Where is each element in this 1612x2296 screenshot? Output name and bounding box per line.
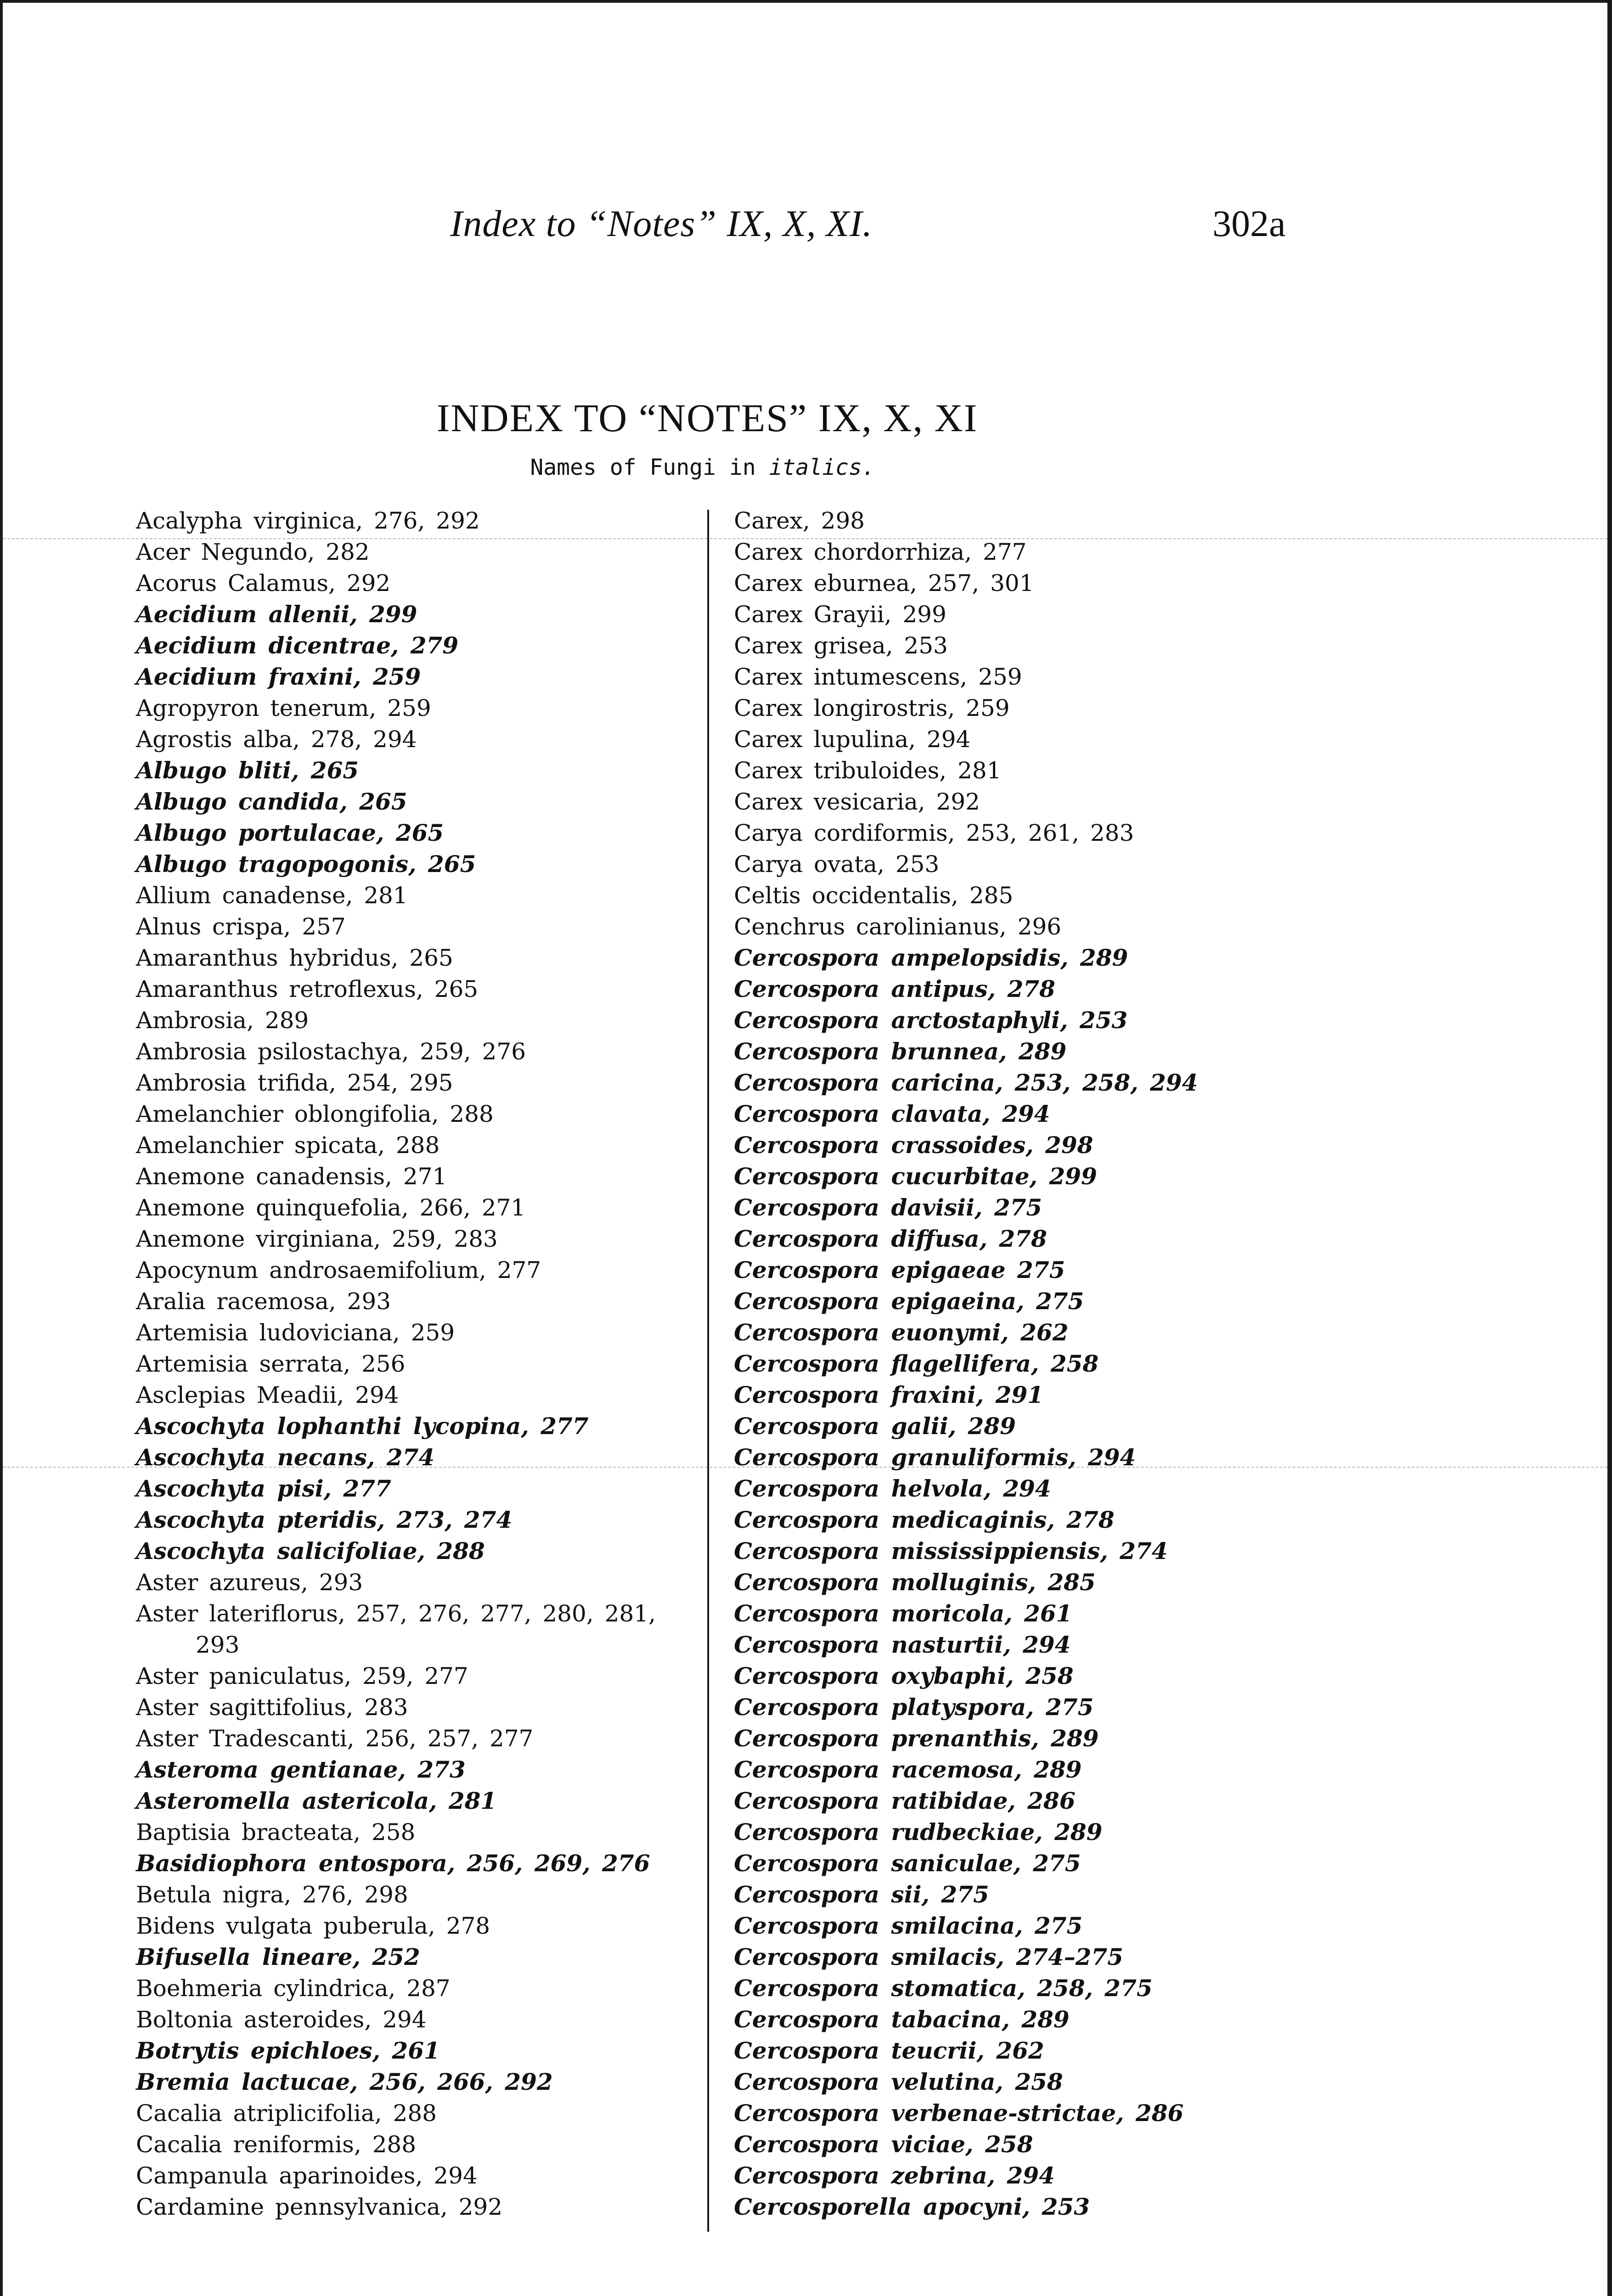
index-entry xyxy=(136,661,696,692)
index-entry-text: Carex grisea, 253 xyxy=(734,632,948,659)
index-entry xyxy=(136,2066,696,2098)
index-entry-text: Ascochyta salicifoliae, 288 xyxy=(136,1537,485,1564)
index-entry-text: Bifusella lineare, 252 xyxy=(136,1943,420,1970)
index-entry xyxy=(734,1161,1299,1192)
index-entry-text: Amelanchier oblongifolia, 288 xyxy=(136,1101,494,1127)
index-entry xyxy=(734,692,1299,724)
index-entry-text: Cercospora galii, 289 xyxy=(734,1412,1016,1440)
index-entry xyxy=(734,1817,1299,1848)
index-entry-text: Cercospora epigaeina, 275 xyxy=(734,1288,1084,1315)
index-entry-text: Albugo tragopogonis, 265 xyxy=(136,850,476,878)
index-entry-text: Carex vesicaria, 292 xyxy=(734,788,980,815)
index-entry-text: Cercospora crassoides, 298 xyxy=(734,1131,1093,1159)
index-entry xyxy=(734,505,1299,536)
index-entry xyxy=(734,724,1299,755)
index-entry xyxy=(136,1286,696,1317)
index-entry-text: Cercospora ampelopsidis, 289 xyxy=(734,944,1128,971)
index-entry-text: Cercospora davisii, 275 xyxy=(734,1194,1043,1221)
index-entry xyxy=(136,1848,696,1879)
index-entry xyxy=(136,1161,696,1192)
index-entry xyxy=(136,505,696,536)
index-entry-text: Ascochyta lophanthi lycopina, 277 xyxy=(136,1412,589,1440)
index-entry xyxy=(734,1536,1299,1567)
index-entry xyxy=(136,1130,696,1161)
index-entry xyxy=(734,755,1299,786)
index-entry xyxy=(136,1660,696,1692)
index-entry-text: Ambrosia psilostachya, 259, 276 xyxy=(136,1038,526,1065)
index-entry-text: Cercospora flagellifera, 258 xyxy=(734,1350,1099,1377)
index-entry xyxy=(734,1036,1299,1067)
index-entry xyxy=(136,911,696,942)
index-entry xyxy=(734,1973,1299,2004)
index-entry xyxy=(734,1504,1299,1536)
running-head: Index to “Notes” IX, X, XI. xyxy=(450,203,873,244)
index-entry xyxy=(136,2004,696,2035)
index-entry xyxy=(136,1379,696,1411)
index-entry-text: Boltonia asteroides, 294 xyxy=(136,2006,427,2033)
subtitle xyxy=(0,455,1405,480)
index-entry xyxy=(734,1442,1299,1473)
index-entry xyxy=(136,942,696,974)
index-entry-text: Cercospora saniculae, 275 xyxy=(734,1850,1081,1877)
index-entry xyxy=(734,536,1299,568)
index-entry-text: Carex intumescens, 259 xyxy=(734,664,1022,690)
index-entry xyxy=(734,1098,1299,1130)
index-entry-text: Cercospora cucurbitae, 299 xyxy=(734,1163,1097,1190)
index-entry xyxy=(734,1005,1299,1036)
index-entry xyxy=(136,1036,696,1067)
index-entry xyxy=(734,1223,1299,1255)
index-entry-text: Ascochyta pteridis, 273, 274 xyxy=(136,1506,513,1533)
index-entry-text: Carya ovata, 253 xyxy=(734,851,940,878)
index-entry xyxy=(136,1879,696,1910)
index-entry-text: Cercospora verbenae-strictae, 286 xyxy=(734,2099,1184,2127)
index-entry xyxy=(136,1598,696,1660)
index-entry xyxy=(136,599,696,630)
index-entry-text: Celtis occidentalis, 285 xyxy=(734,882,1014,909)
index-entry xyxy=(734,1723,1299,1754)
index-entry-text: Cercospora tabacina, 289 xyxy=(734,2006,1070,2033)
index-entry xyxy=(136,817,696,849)
index-entry xyxy=(734,849,1299,880)
index-entry-text: Campanula aparinoides, 294 xyxy=(136,2162,478,2189)
index-entry-text: Cercospora epigaeae 275 xyxy=(734,1256,1065,1283)
index-entry xyxy=(136,2160,696,2191)
index-entry-text: Amelanchier spicata, 288 xyxy=(136,1132,440,1159)
index-entry-text: Cercospora molluginis, 285 xyxy=(734,1569,1096,1596)
index-entry-text: Cercospora euonymi, 262 xyxy=(734,1319,1069,1346)
index-entry xyxy=(136,1723,696,1754)
scan-border-left xyxy=(0,0,3,2296)
index-entry xyxy=(734,661,1299,692)
index-entry-text: Aster lateriflorus, 257, 276, 277, 280, 281, xyxy=(136,1600,656,1627)
index-entry-text: Asteroma gentianae, 273 xyxy=(136,1756,466,1783)
index-entry-text: Botrytis epichloes, 261 xyxy=(136,2037,440,2064)
index-entry xyxy=(136,1223,696,1255)
index-entry xyxy=(734,1910,1299,1941)
index-entry xyxy=(734,1130,1299,1161)
index-entry xyxy=(734,2098,1299,2129)
index-entry xyxy=(136,2098,696,2129)
index-entry-text: Ambrosia trifida, 254, 295 xyxy=(136,1069,453,1096)
index-entry-text: Aecidium fraxini, 259 xyxy=(136,663,421,690)
index-entry-text: Carex tribuloides, 281 xyxy=(734,757,1002,784)
index-entry-text: Anemone quinquefolia, 266, 271 xyxy=(136,1194,526,1221)
index-entry-text: Cardamine pennsylvanica, 292 xyxy=(136,2194,503,2220)
index-entry-text: Cercospora teucrii, 262 xyxy=(734,2037,1044,2064)
index-entry-text: Agrostis alba, 278, 294 xyxy=(136,726,417,753)
index-entry xyxy=(734,2191,1299,2223)
index-entry-text: Carex chordorrhiza, 277 xyxy=(734,539,1027,565)
index-entry-text: Aecidium allenii, 299 xyxy=(136,601,417,628)
index-entry-text: Cercospora granuliformis, 294 xyxy=(734,1444,1136,1471)
index-entry-text: Anemone virginiana, 259, 283 xyxy=(136,1226,498,1252)
index-entry-text: Albugo candida, 265 xyxy=(136,788,407,815)
index-entry xyxy=(136,1442,696,1473)
index-entry-text: Ambrosia, 289 xyxy=(136,1007,309,1034)
index-entry xyxy=(136,536,696,568)
index-entry-text: Cercospora ratibidae, 286 xyxy=(734,1787,1076,1814)
index-entry xyxy=(136,755,696,786)
index-entry-text: Cercospora helvola, 294 xyxy=(734,1475,1051,1502)
index-entry-text: Aster Tradescanti, 256, 257, 277 xyxy=(136,1725,534,1752)
scan-border-top xyxy=(0,0,1612,3)
index-entry-text: Cercospora smilacis, 274–275 xyxy=(734,1943,1123,1970)
index-entry xyxy=(136,1504,696,1536)
index-entry-text: Amaranthus hybridus, 265 xyxy=(136,945,453,971)
index-entry xyxy=(136,1973,696,2004)
index-entry-text: Acalypha virginica, 276, 292 xyxy=(136,507,480,534)
index-entry xyxy=(734,1785,1299,1817)
index-entry xyxy=(136,1473,696,1504)
index-entry-text: Cercospora racemosa, 289 xyxy=(734,1756,1082,1783)
index-entry-text: Carex lupulina, 294 xyxy=(734,726,971,753)
index-entry-text: Cercospora prenanthis, 289 xyxy=(734,1725,1099,1752)
index-entry xyxy=(136,724,696,755)
index-entry-text: Cercospora smilacina, 275 xyxy=(734,1912,1083,1939)
index-entry-text: Cacalia atriplicifolia, 288 xyxy=(136,2100,437,2127)
subtitle-italic-word: italics. xyxy=(769,455,875,480)
index-entry-text: Cercospora stomatica, 258, 275 xyxy=(734,1975,1153,2002)
index-entry xyxy=(734,599,1299,630)
index-entry xyxy=(136,1411,696,1442)
index-entry-text: Bremia lactucae, 256, 266, 292 xyxy=(136,2068,553,2095)
index-entry-text: Cercospora sii, 275 xyxy=(734,1881,989,1908)
index-entry xyxy=(136,1005,696,1036)
index-entry-text: Aster paniculatus, 259, 277 xyxy=(136,1663,468,1689)
index-entry-text: Asclepias Meadii, 294 xyxy=(136,1382,399,1408)
index-entry xyxy=(136,568,696,599)
index-column-right xyxy=(734,505,1299,2223)
index-column-left xyxy=(136,505,696,2223)
index-entry xyxy=(136,1910,696,1941)
index-entry xyxy=(734,2004,1299,2035)
index-entry-text: Albugo portulacae, 265 xyxy=(136,819,444,846)
index-entry-text: Cacalia reniformis, 288 xyxy=(136,2131,417,2158)
column-divider xyxy=(707,510,709,2232)
index-entry xyxy=(734,974,1299,1005)
index-entry xyxy=(734,1379,1299,1411)
index-entry-text: Ascochyta necans, 274 xyxy=(136,1444,435,1471)
index-entry-text: Betula nigra, 276, 298 xyxy=(136,1881,408,1908)
index-entry-text: Ascochyta pisi, 277 xyxy=(136,1475,391,1502)
index-entry xyxy=(734,2160,1299,2191)
index-entry xyxy=(734,1941,1299,1973)
index-entry xyxy=(734,1754,1299,1785)
index-entry-text: Cercospora oxybaphi, 258 xyxy=(734,1662,1074,1689)
index-entry xyxy=(136,880,696,911)
index-entry xyxy=(136,692,696,724)
index-entry xyxy=(734,1411,1299,1442)
index-entry xyxy=(136,2191,696,2223)
index-entry-text: Cercospora viciae, 258 xyxy=(734,2131,1033,2158)
index-entry xyxy=(136,2035,696,2066)
index-entry-text: Bidens vulgata puberula, 278 xyxy=(136,1913,490,1939)
index-entry xyxy=(136,1941,696,1973)
index-entry-text: Cercospora nasturtii, 294 xyxy=(734,1631,1071,1658)
subtitle-text: Names of Fungi in xyxy=(530,455,756,480)
index-entry xyxy=(136,1067,696,1098)
index-entry xyxy=(734,630,1299,661)
index-entry-text: Artemisia serrata, 256 xyxy=(136,1351,406,1377)
index-entry xyxy=(734,2066,1299,2098)
index-entry xyxy=(136,1692,696,1723)
index-entry-text: Aecidium dicentrae, 279 xyxy=(136,632,459,659)
index-entry-text: Aster sagittifolius, 283 xyxy=(136,1694,408,1721)
index-entry xyxy=(734,2035,1299,2066)
index-entry-text: Carex, 298 xyxy=(734,507,865,534)
index-entry-text: Cercospora caricina, 253, 258, 294 xyxy=(734,1069,1198,1096)
index-entry xyxy=(734,1598,1299,1629)
index-entry xyxy=(136,1567,696,1598)
index-entry-text: Apocynum androsaemifolium, 277 xyxy=(136,1257,541,1283)
index-entry xyxy=(734,1692,1299,1723)
index-entry-text: Cercospora antipus, 278 xyxy=(734,975,1055,1002)
index-entry xyxy=(734,2129,1299,2160)
index-entry xyxy=(734,1567,1299,1598)
index-entry xyxy=(734,1286,1299,1317)
index-entry-text: Cercospora diffusa, 278 xyxy=(734,1225,1047,1252)
index-entry-text: Amaranthus retroflexus, 265 xyxy=(136,976,479,1002)
index-entry-text: Aster azureus, 293 xyxy=(136,1569,363,1596)
index-entry-text: Aralia racemosa, 293 xyxy=(136,1288,391,1315)
index-entry-text: Acer Negundo, 282 xyxy=(136,539,370,565)
index-entry xyxy=(734,817,1299,849)
index-entry xyxy=(136,1817,696,1848)
index-entry xyxy=(136,1536,696,1567)
index-entry-text: Cercospora velutina, 258 xyxy=(734,2068,1063,2095)
scan-border-right xyxy=(1607,0,1612,2296)
index-entry xyxy=(136,1192,696,1223)
index-entry-text: Cercospora medicaginis, 278 xyxy=(734,1506,1115,1533)
index-entry xyxy=(734,1848,1299,1879)
index-entry xyxy=(734,880,1299,911)
index-entry-text: Allium canadense, 281 xyxy=(136,882,408,909)
index-entry-text: Cercospora brunnea, 289 xyxy=(734,1038,1067,1065)
index-entry-text: Cercospora arctostaphyli, 253 xyxy=(734,1007,1128,1034)
index-entry xyxy=(734,1192,1299,1223)
index-entry-text: Cenchrus carolinianus, 296 xyxy=(734,913,1061,940)
index-entry xyxy=(136,849,696,880)
index-entry xyxy=(734,1629,1299,1660)
index-entry-text: Agropyron tenerum, 259 xyxy=(136,695,431,721)
index-entry-text: Carya cordiformis, 253, 261, 283 xyxy=(734,820,1134,846)
index-entry xyxy=(734,1317,1299,1348)
index-entry-text: Cercospora fraxini, 291 xyxy=(734,1381,1043,1408)
index-entry-text: Carex Grayii, 299 xyxy=(734,601,947,628)
index-entry-text: Cercospora moricola, 261 xyxy=(734,1600,1072,1627)
index-entry xyxy=(734,942,1299,974)
index-entry xyxy=(734,1473,1299,1504)
index-entry-text: Cercospora clavata, 294 xyxy=(734,1100,1050,1127)
index-entry-text: Cercosporella apocyni, 253 xyxy=(734,2193,1090,2220)
index-entry xyxy=(136,1348,696,1379)
index-entry-text: Acorus Calamus, 292 xyxy=(136,570,391,597)
index-entry-text: Alnus crispa, 257 xyxy=(136,913,346,940)
index-entry-text: Anemone canadensis, 271 xyxy=(136,1163,447,1190)
index-entry-text: Cercospora rudbeckiae, 289 xyxy=(734,1818,1103,1846)
index-entry xyxy=(136,1255,696,1286)
index-entry xyxy=(734,1660,1299,1692)
index-entry-text: Baptisia bracteata, 258 xyxy=(136,1819,416,1846)
index-entry xyxy=(136,630,696,661)
index-entry xyxy=(136,1785,696,1817)
index-entry-text: Carex longirostris, 259 xyxy=(734,695,1010,721)
index-entry xyxy=(734,786,1299,817)
index-entry-text: Basidiophora entospora, 256, 269, 276 xyxy=(136,1850,650,1877)
index-entry xyxy=(734,1067,1299,1098)
index-entry xyxy=(136,974,696,1005)
index-entry-text: Boehmeria cylindrica, 287 xyxy=(136,1975,451,2002)
index-entry xyxy=(136,1098,696,1130)
index-entry xyxy=(136,1754,696,1785)
index-entry xyxy=(136,2129,696,2160)
index-entry xyxy=(734,1255,1299,1286)
index-entry xyxy=(734,1348,1299,1379)
index-entry-continuation: 293 xyxy=(196,1632,240,1658)
index-entry xyxy=(136,786,696,817)
index-entry-text: Asteromella astericola, 281 xyxy=(136,1787,497,1814)
index-entry xyxy=(136,1317,696,1348)
index-entry-text: Carex eburnea, 257, 301 xyxy=(734,570,1034,597)
index-entry-text: Artemisia ludoviciana, 259 xyxy=(136,1319,455,1346)
index-entry xyxy=(734,1879,1299,1910)
index-entry xyxy=(734,568,1299,599)
index-entry-text: Cercospora zebrina, 294 xyxy=(734,2162,1055,2189)
page-number: 302a xyxy=(1212,203,1286,244)
index-entry-text: Albugo bliti, 265 xyxy=(136,757,359,784)
page-title: INDEX TO “NOTES” IX, X, XI xyxy=(436,396,978,440)
index-entry xyxy=(734,911,1299,942)
index-entry-text: Cercospora mississippiensis, 274 xyxy=(734,1537,1168,1564)
index-entry-text: Cercospora platyspora, 275 xyxy=(734,1694,1094,1721)
